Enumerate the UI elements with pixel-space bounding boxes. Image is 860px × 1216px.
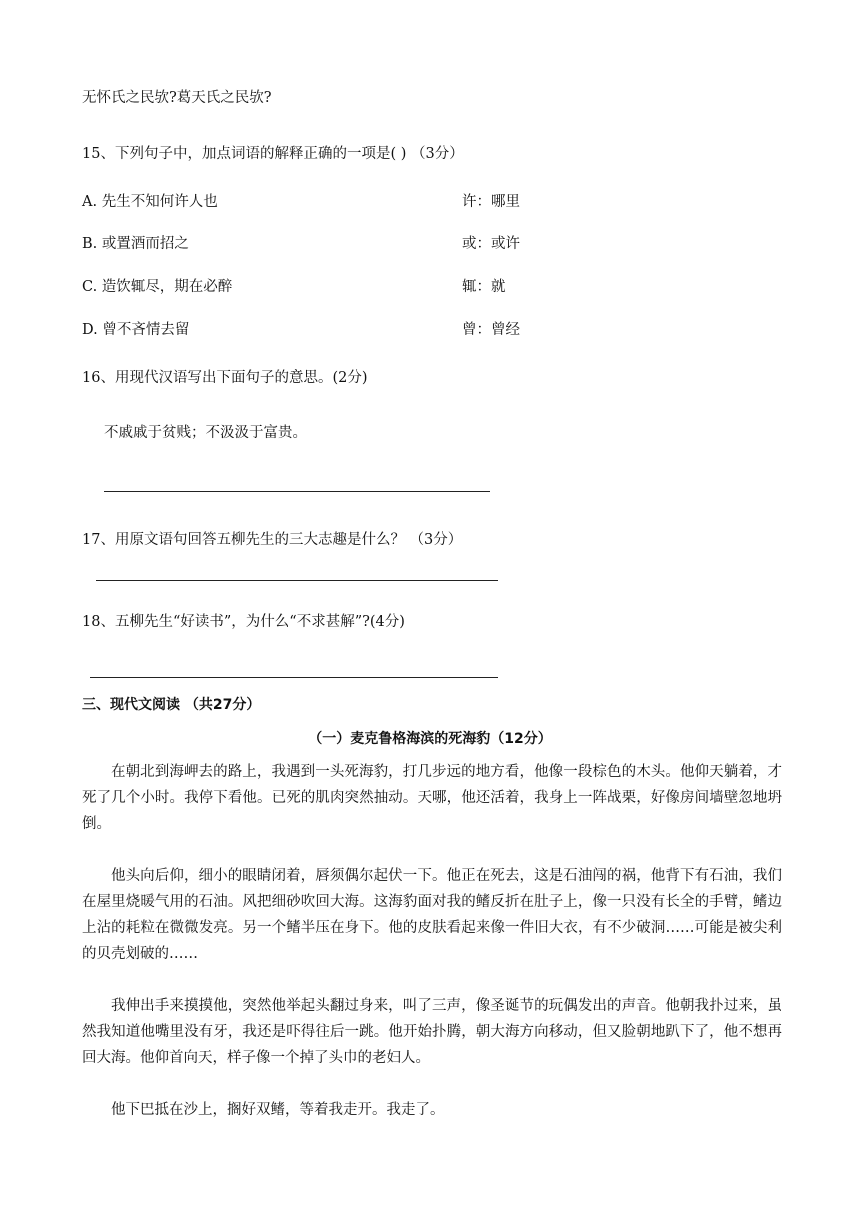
question-17-stem: 17、用原文语句回答五柳先生的三大志趣是什么？ （3分） <box>82 532 463 548</box>
q15-option-a-note: 许：哪里 <box>462 194 520 210</box>
q15-option-a: A. 先生不知何许人也 <box>82 194 218 210</box>
answer-blank-17[interactable] <box>96 580 498 581</box>
q15-option-b: B. 或置酒而招之 <box>82 236 189 252</box>
q15-option-d: D. 曾不吝情去留 <box>82 322 190 338</box>
passage-paragraph-3: 我伸出手来摸摸他，突然他举起头翻过身来，叫了三声，像圣诞节的玩偶发出的声音。他朝我扑过来，虽然我知道他嘴里没有牙，我还是吓得往后一跳。他开始扑腾，朝大海方向移动，但又脸朝地趴下了，他不想再回大海。他仰首向天，样子像一个掉了头巾的老妇人。 <box>82 998 782 1066</box>
question-18-stem: 18、五柳先生“好读书”，为什么“不求甚解”?(4分) <box>82 614 405 630</box>
answer-blank-18[interactable] <box>90 677 498 678</box>
q15-option-c: C. 造饮辄尽，期在必醉 <box>82 279 233 295</box>
passage-title: （一）麦克鲁格海滨的死海豹（12分） <box>308 731 552 747</box>
passage-paragraph-4: 他下巴抵在沙上，搁好双鳍，等着我走开。我走了。 <box>111 1102 445 1118</box>
q15-option-c-note: 辄：就 <box>462 279 506 295</box>
section-3-heading: 三、现代文阅读 （共27分） <box>82 697 261 713</box>
question-16-quote: 不戚戚于贫贱；不汲汲于富贵。 <box>104 425 307 441</box>
q15-option-b-note: 或：或许 <box>462 236 520 252</box>
text-line-top: 无怀氏之民欤?葛天氏之民欤? <box>82 90 272 106</box>
answer-blank-16[interactable] <box>104 491 490 492</box>
passage-paragraph-2: 他头向后仰，细小的眼睛闭着，唇须偶尔起伏一下。他正在死去，这是石油闯的祸，他背下有石油，我们在屋里烧暖气用的石油。风把细砂吹回大海。这海豹面对我的鳍反折在肚子上，像一只没有长全的手臂，鳍边上沾的耗粒在微微发亮。另一个鳍半压在身下。他的皮肤看起来像一件旧大衣，有不少破洞……可能是被尖利的贝壳划破的…… <box>82 868 782 962</box>
question-16-stem: 16、用现代汉语写出下面句子的意思。(2分) <box>82 370 368 386</box>
passage-paragraph-1: 在朝北到海岬去的路上，我遇到一头死海豹，打几步远的地方看，他像一段棕色的木头。他仰天躺着，才死了几个小时。我停下看他。已死的肌肉突然抽动。天哪，他还活着，我身上一阵战栗，好像房间墙壁忽地坍倒。 <box>82 764 782 832</box>
q15-option-d-note: 曾：曾经 <box>462 322 520 338</box>
question-15-stem: 15、下列句子中，加点词语的解释正确的一项是( ) （3分） <box>82 146 464 162</box>
